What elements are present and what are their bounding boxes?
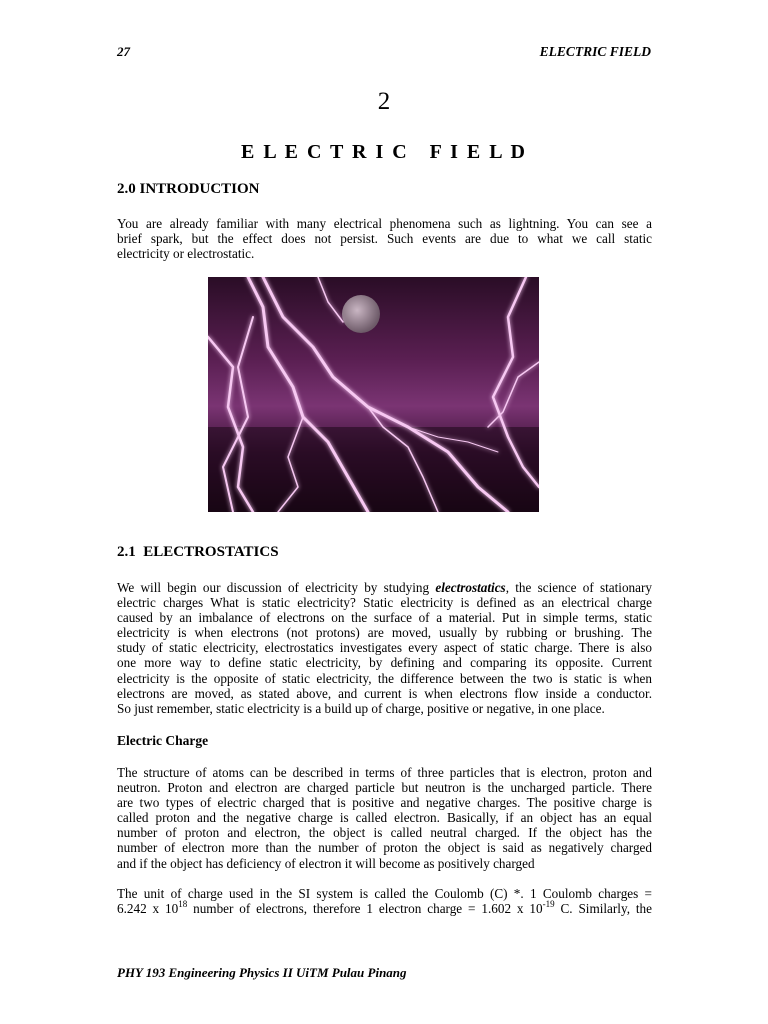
electrostatics-line: electricity is when electrons (not protons) are moved, usually by rubbing or brushing. The xyxy=(117,625,652,641)
electric-charge-paragraph xyxy=(117,765,652,871)
coulomb-line: The unit of charge used in the SI system is called the Coulomb (C) *. 1 Coulomb charges = xyxy=(117,886,652,901)
electrostatics-line-end: , the science of stationary xyxy=(505,580,652,595)
electrostatics-term: electrostatics xyxy=(435,580,506,595)
electric-charge-heading: Electric Charge xyxy=(117,733,209,748)
electrostatics-paragraph xyxy=(117,580,652,716)
chapter-title: E L E C T R I C F I E L D xyxy=(241,141,527,163)
electrostatics-line: caused by an imbalance of electrons on the surface of a material. Put in simple terms, static xyxy=(117,610,652,626)
coulomb-text-end: C. Similarly, the xyxy=(554,901,653,917)
electric-charge-line: neutron. Proton and electron are charged particle but neutron is the uncharged particle. There xyxy=(117,780,652,796)
electrostatics-heading: 2.1 ELECTROSTATICS xyxy=(117,544,279,560)
running-title: ELECTRIC FIELD xyxy=(539,44,651,59)
intro-line: electricity or electrostatic. xyxy=(117,246,255,262)
electrostatics-line: study of static electricity, electrostatics investigates every aspect of static charge. There is also xyxy=(117,640,652,656)
electrostatics-line-start: We will begin our discussion of electricity by studying xyxy=(117,580,436,595)
electric-charge-line: number of proton and electron, the object is called neutral charged. If the object has the xyxy=(117,825,652,841)
chapter-number: 2 xyxy=(377,88,391,115)
coulomb-paragraph xyxy=(117,886,652,916)
intro-heading: 2.0 INTRODUCTION xyxy=(117,181,260,197)
lightning-illustration xyxy=(208,277,539,512)
exponent: 18 xyxy=(178,898,188,909)
electric-charge-line: are two types of electric charged that is positive and negative charges. The positive charge is xyxy=(117,795,652,811)
electrostatics-line: electrons are moved, as stated above, and current is when electrons flow inside a conductor. xyxy=(117,685,652,701)
electrostatics-line xyxy=(117,580,652,595)
electrostatics-line: So just remember, static electricity is a build up of charge, positive or negative, in one place. xyxy=(117,700,605,716)
intro-paragraph xyxy=(117,216,652,261)
electrostatics-line: electricity is the opposite of static electricity, the difference between the two is static is when xyxy=(117,670,652,686)
intro-line: brief spark, but the effect does not persist. Such events are due to what we call static xyxy=(117,231,652,247)
intro-line: You are already familiar with many electrical phenomena such as lightning. You can see a xyxy=(117,216,652,231)
coulomb-text: number of electrons, therefore 1 electron charge = 1.602 x 10 xyxy=(187,901,543,917)
moon-shape xyxy=(342,295,380,333)
lightning-image xyxy=(208,277,539,512)
coulomb-line xyxy=(117,898,653,917)
electric-charge-line: called proton and the negative charge is called electron. Basically, if an object has an equal xyxy=(117,810,652,826)
coulomb-value: 6.242 x 10 xyxy=(117,901,179,917)
electric-charge-line: number of electron more than the number of proton the object is said as negatively charged xyxy=(117,840,652,856)
electrostatics-line: electric charges What is static electricity? Static electricity is defined as an electrical charge xyxy=(117,595,652,611)
exponent: -19 xyxy=(542,898,555,909)
electric-charge-line: The structure of atoms can be described in terms of three particles that is electron, proton and xyxy=(117,765,652,780)
electric-charge-line: and if the object has deficiency of electron it will become as positively charged xyxy=(117,855,535,871)
page-number: 27 xyxy=(117,44,130,59)
electrostatics-line: one more way to define static electricity, by defining and comparing its opposite. Current xyxy=(117,655,652,671)
footer: PHY 193 Engineering Physics II UiTM Pulau Pinang xyxy=(117,965,407,980)
